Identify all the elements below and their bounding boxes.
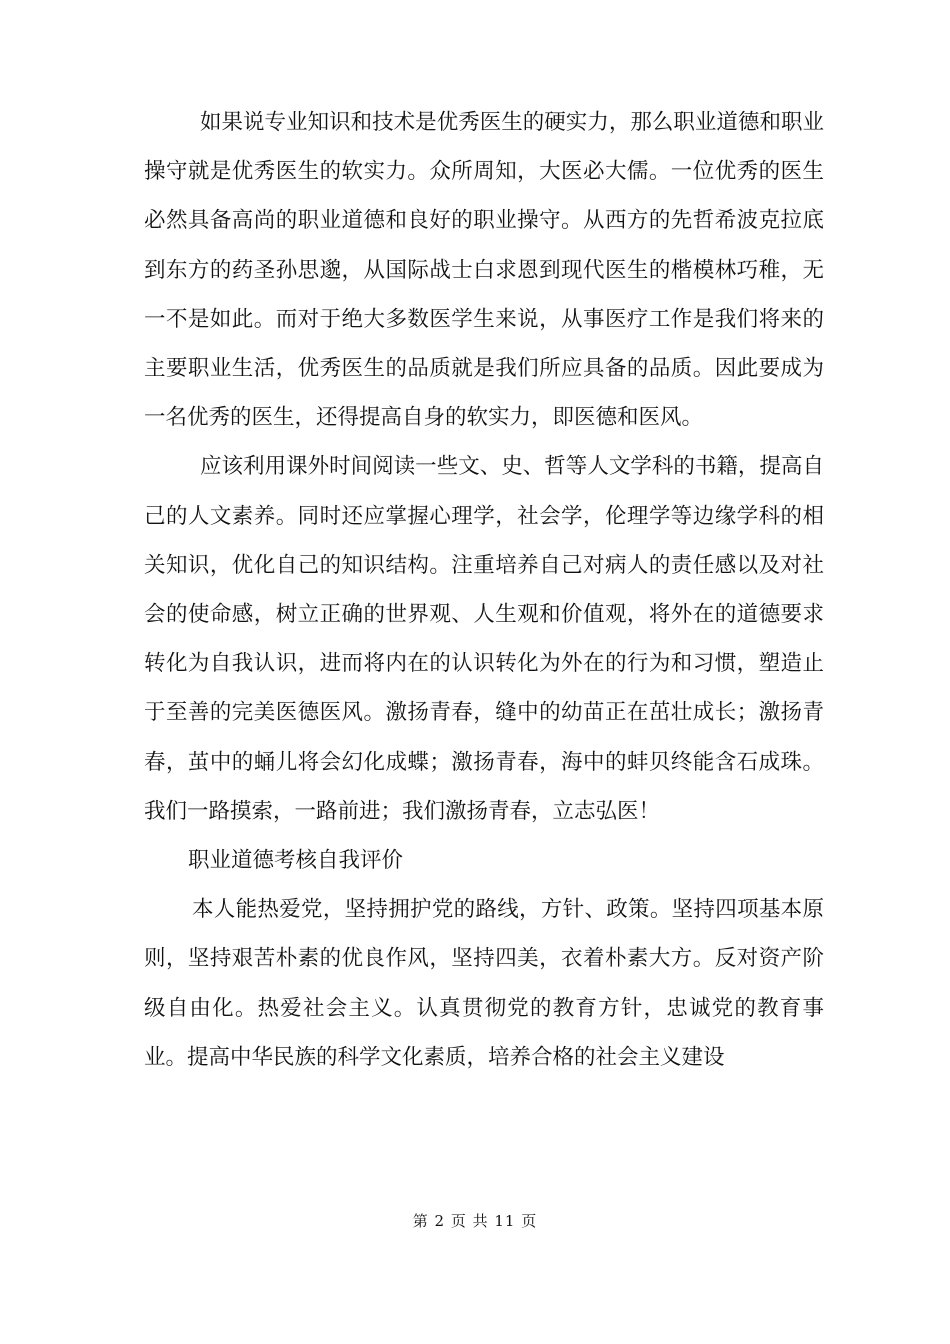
paragraph-humanities-study: 应该利用课外时间阅读一些文、史、哲等人文学科的书籍，提高自己的人文素养。同时还应掌握心理学，社会学，伦理学等边缘学科的相关知识，优化自己的知识结构。注重培养自己对病人的责任感以及对社会的使命感，树立正确的世界观、人生观和价值观，将外在的道德要求转化为自我认识，进而将内在的认识转化为外在的行为和习惯，塑造止于至善的完美医德医风。激扬青春，缝中的幼苗正在茁壮成长；激扬青春，茧中的蛹儿将会幻化成蝶；激扬青春，海中的蚌贝终能含石成珠。我们一路摸索，一路前进；我们激扬青春，立志弘医！ bbox=[144, 454, 824, 824]
section-heading: 职业道德考核自我评价 bbox=[188, 848, 404, 874]
body-text bbox=[144, 98, 824, 1082]
page-footer: 第 2 页 共 11 页 bbox=[412, 1212, 538, 1230]
paragraph-medical-ethics: 如果说专业知识和技术是优秀医生的硬实力，那么职业道德和职业操守就是优秀医生的软实力。众所周知，大医必大儒。一位优秀的医生必然具备高尚的职业道德和良好的职业操守。从西方的先哲希波克拉底到东方的药圣孙思邈，从国际战士白求恩到现代医生的楷模林巧稚，无一不是如此。而对于绝大多数医学生来说，从事医疗工作是我们将来的主要职业生活，优秀医生的品质就是我们所应具备的品质。因此要成为一名优秀的医生，还得提高自身的软实力，即医德和医风。 bbox=[144, 110, 824, 431]
paragraph-self-evaluation: 本人能热爱党，坚持拥护党的路线，方针、政策。坚持四项基本原则，坚持艰苦朴素的优良作风，坚持四美，衣着朴素大方。反对资产阶级自由化。热爱社会主义。认真贯彻党的教育方针，忠诚党的教育事业。提高中华民族的科学文化素质，培养合格的社会主义建设 bbox=[144, 897, 824, 1070]
